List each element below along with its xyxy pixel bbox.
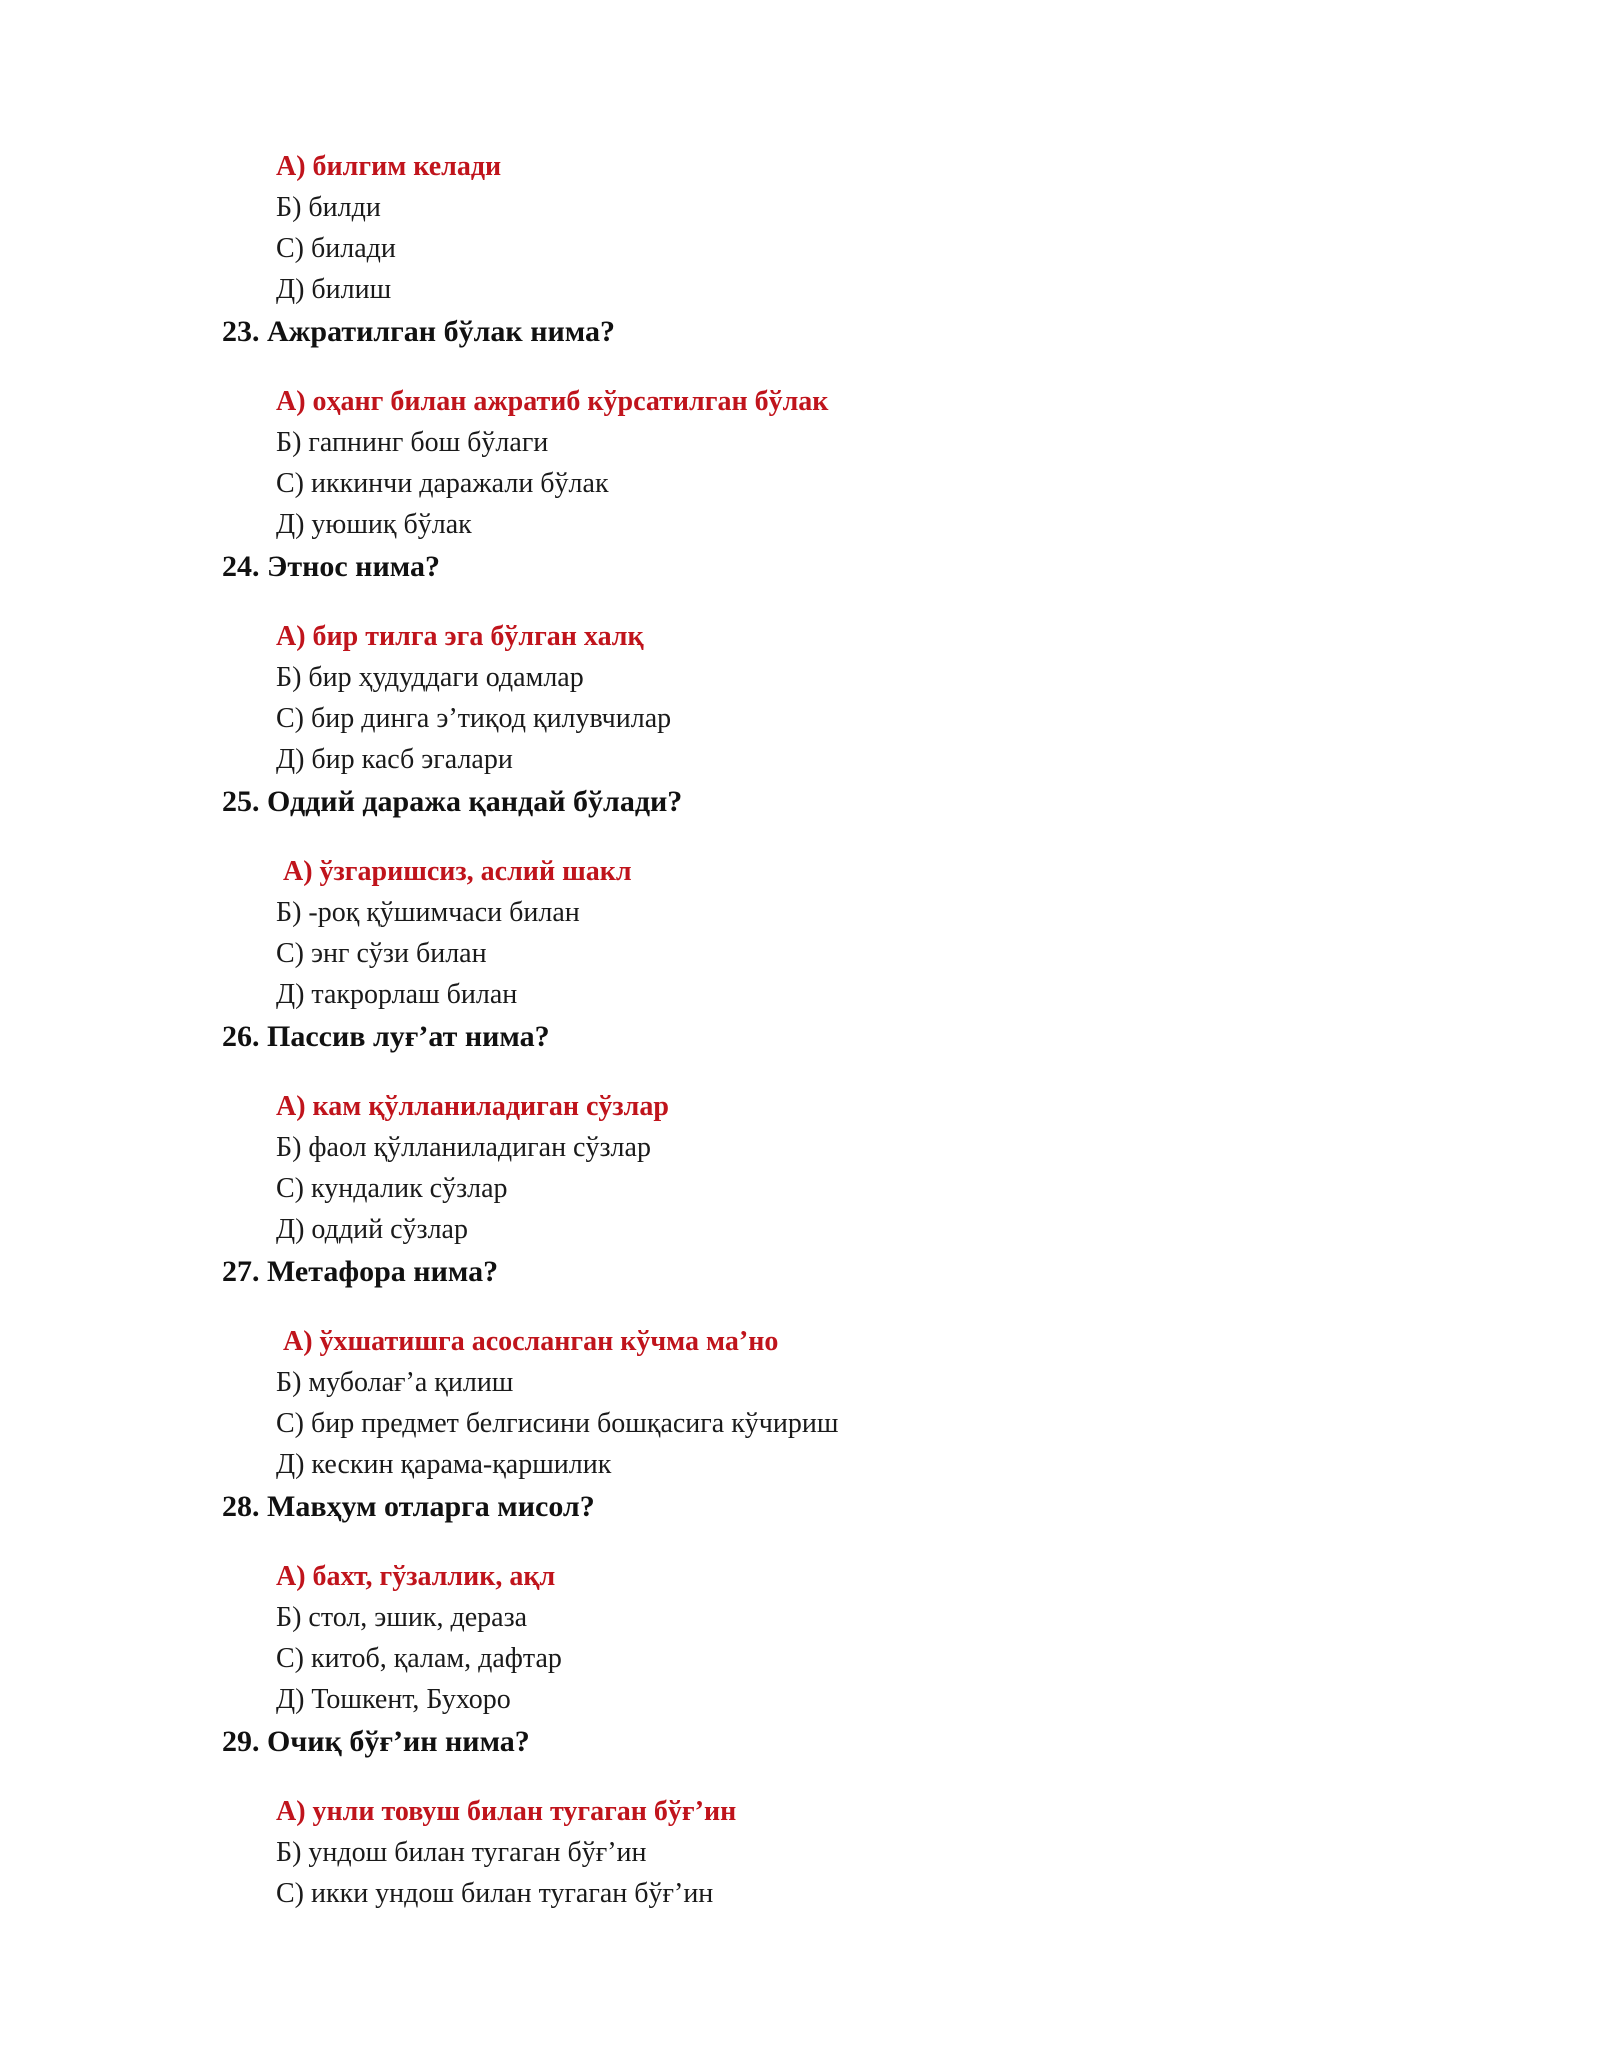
question-options — [276, 1556, 562, 1720]
option-correct: А) унли товуш билан тугаган бўғ’ин — [276, 1796, 737, 1827]
option: Б) гапнинг бош бўлаги — [276, 427, 549, 458]
question-options — [276, 381, 828, 545]
option: Б) -роқ қўшимчаси билан — [276, 897, 580, 928]
option: Д) уюшиқ бўлак — [276, 509, 472, 540]
option: С) икки ундош билан тугаган бўғ’ин — [276, 1878, 714, 1909]
option: С) бир динга э’тиқод қилувчилар — [276, 703, 672, 734]
question-title: 28. Мавҳум отларга мисол? — [222, 1490, 595, 1523]
option: Д) бир касб эгалари — [276, 744, 513, 775]
option-correct: А) оҳанг билан ажратиб кўрсатилган бўлак — [276, 386, 829, 417]
option: Д) оддий сўзлар — [276, 1214, 468, 1245]
option-correct: А) ўхшатишга асосланган кўчма ма’но — [283, 1326, 779, 1357]
question-title: 24. Этнос нима? — [222, 550, 440, 583]
option: Б) стол, эшик, дераза — [276, 1602, 528, 1633]
option: С) бир предмет белгисини бошқасига кўчириш — [276, 1408, 839, 1439]
lead-options — [276, 146, 501, 310]
option: Д) билиш — [276, 274, 392, 305]
option: Б) бир ҳудуддаги одамлар — [276, 662, 584, 693]
option: С) иккинчи даражали бўлак — [276, 468, 609, 499]
option-correct: А) билгим келади — [276, 151, 502, 182]
option: Б) ундош билан тугаган бўғ’ин — [276, 1837, 647, 1868]
option-correct: А) бахт, гўзаллик, ақл — [276, 1561, 556, 1592]
option: С) кундалик сўзлар — [276, 1173, 508, 1204]
question-title: 29. Очиқ бўғ’ин нима? — [222, 1725, 530, 1758]
question-options — [276, 851, 632, 1015]
option: Д) Тошкент, Бухоро — [276, 1684, 511, 1715]
question-options — [276, 1791, 736, 1914]
option: Д) кескин қарама-қаршилик — [276, 1449, 612, 1480]
option: Б) муболағ’а қилиш — [276, 1367, 514, 1398]
option-correct: А) бир тилга эга бўлган халқ — [276, 621, 644, 652]
option: С) энг сўзи билан — [276, 938, 487, 969]
option: С) китоб, қалам, дафтар — [276, 1643, 562, 1674]
question-options — [276, 1086, 669, 1250]
question-options — [276, 1321, 838, 1485]
option-correct: А) кам қўлланиладиган сўзлар — [276, 1091, 669, 1122]
question-title: 27. Метафора нима? — [222, 1255, 499, 1288]
question-title: 26. Пассив луғ’ат нима? — [222, 1020, 550, 1053]
option-correct: А) ўзгаришсиз, аслий шакл — [283, 856, 632, 887]
question-title: 25. Оддий даража қандай бўлади? — [222, 785, 683, 818]
option: Б) фаол қўлланиладиган сўзлар — [276, 1132, 651, 1163]
question-options — [276, 616, 671, 780]
option: Д) такрорлаш билан — [276, 979, 518, 1010]
option: С) билади — [276, 233, 396, 264]
question-title: 23. Ажратилган бўлак нима? — [222, 315, 616, 348]
option: Б) билди — [276, 192, 381, 223]
